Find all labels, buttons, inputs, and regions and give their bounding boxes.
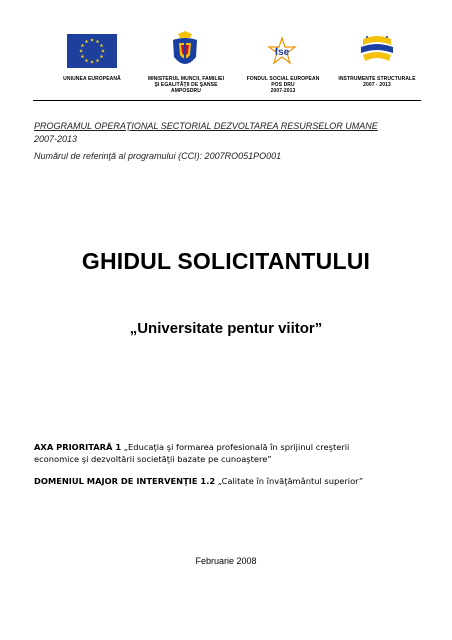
structural-caption-line2: 2007 - 2013 [363, 82, 391, 88]
romania-coat-of-arms-logo [165, 31, 205, 71]
fse-caption-line1: FONDUL SOCIAL EUROPEAN [246, 76, 320, 82]
fse-logo-text: fse [274, 47, 290, 58]
ministry-caption-line1: MINISTERUL MUNCII, FAMILIEI [147, 76, 225, 82]
programme-years: 2007-2013 [34, 134, 78, 144]
programme-title: PROGRAMUL OPERAŢIONAL SECTORIAL DEZVOLTAREA RESURSELOR UMANE [34, 121, 378, 131]
eu-flag-icon [67, 34, 117, 68]
priority-axis-label: AXA PRIORITARĂ 1 [34, 442, 122, 452]
ministry-caption [138, 76, 234, 94]
fse-star-icon [264, 36, 300, 66]
fse-caption-line2: POS DRU [271, 82, 295, 88]
page-title: GHIDUL SOLICITANTULUI [81, 248, 371, 274]
domain-label: DOMENIUL MAJOR DE INTERVENŢIE 1.2 [34, 476, 216, 486]
priority-axis-text-line2: economice şi dezvoltării societăţii bazate pe cunoaştere” [34, 454, 272, 464]
priority-axis-text-line1: „Educaţia şi formarea profesională în sprijinul creşterii [121, 442, 350, 452]
ministry-caption-line3: AMPOSDRU [171, 88, 201, 94]
fse-logo [262, 31, 302, 71]
document-date: Februarie 2008 [195, 556, 257, 566]
coat-of-arms-icon [170, 31, 200, 71]
page-subtitle: „Universitate pentur viitor” [129, 320, 323, 337]
eu-caption: UNIUNEA EUROPEANĂ [63, 76, 121, 82]
major-intervention-domain [34, 475, 424, 487]
header-rule [33, 100, 421, 101]
structural-instruments-icon [357, 33, 397, 69]
structural-instruments-caption [332, 76, 422, 88]
domain-text: „Calitate în învăţământul superior” [215, 476, 364, 486]
eu-flag-logo [67, 31, 117, 71]
fse-caption [240, 76, 326, 94]
structural-caption-line1: INSTRUMENTE STRUCTURALE [338, 76, 416, 82]
fse-caption-line3: 2007-2013 [270, 88, 296, 94]
structural-instruments-logo [355, 31, 399, 71]
programme-reference: Numărul de referinţă al programului (CCI): 2007RO051PO001 [34, 151, 282, 161]
ministry-caption-line2: ŞI EGALITĂŢII DE ŞANSE [154, 82, 218, 88]
priority-axis [34, 441, 424, 465]
